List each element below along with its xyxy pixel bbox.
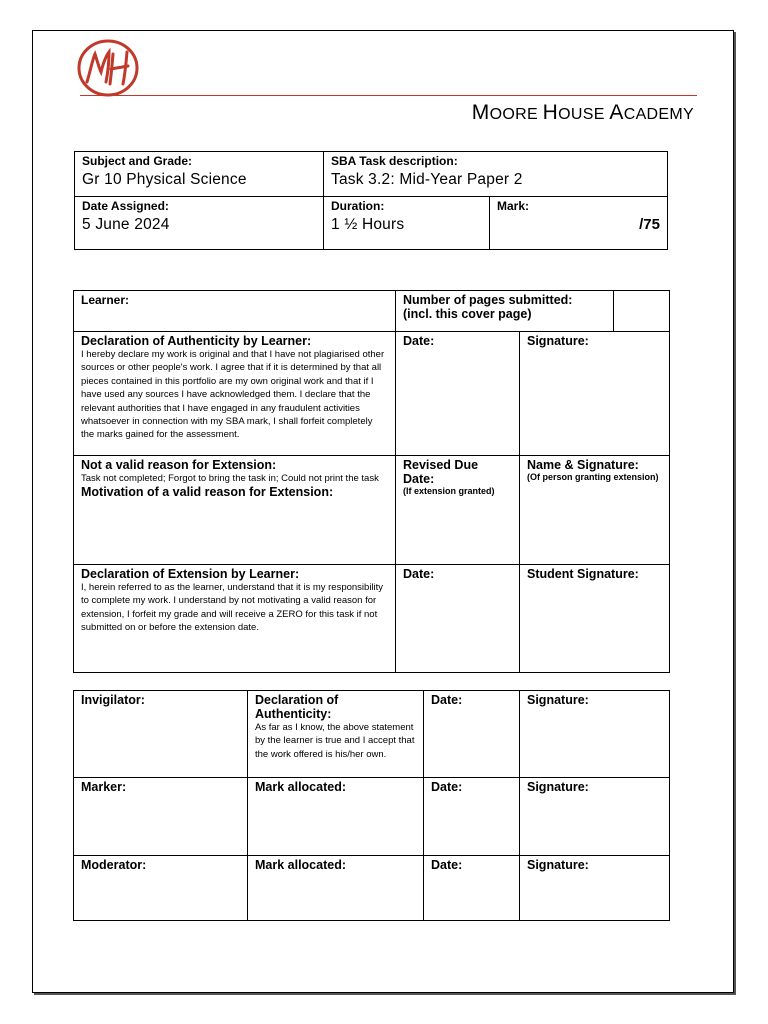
header-rule	[80, 95, 697, 96]
marker-date-label: Date:	[431, 780, 463, 794]
task-cell	[324, 152, 668, 197]
task-info-table	[74, 151, 668, 250]
pages-value-cell[interactable]	[614, 291, 670, 332]
academy-logo-icon	[75, 38, 141, 98]
marker-signature-cell[interactable]	[520, 778, 670, 856]
extension-title: Declaration of Extension by Learner:	[81, 567, 300, 581]
invigilator-date-cell[interactable]	[424, 691, 520, 778]
authenticity-cell	[74, 332, 396, 456]
revised-date-label: Revised Due Date:	[403, 458, 479, 486]
task-value: Task 3.2: Mid-Year Paper 2	[331, 171, 523, 188]
extension-date-cell[interactable]	[396, 565, 520, 673]
extension-date-label: Date:	[403, 567, 435, 581]
duration-label: Duration:	[331, 199, 385, 213]
marker-signature-label: Signature:	[527, 780, 589, 794]
authenticity-signature-label: Signature:	[527, 334, 589, 348]
authenticity-text: I hereby declare my work is original and that I have not plagiarised other sources or other people's work. I agree that if it is determined by that all pieces contained in this portfolio are my own original work and that if I have used any sources I have acknowledged them. I declare that the relevant authorities that I have engaged in any fraudulent activities whatsoever in connection with my SBA mark, I shall forfeit completely the marks gained for the assessment.	[81, 349, 385, 441]
academy-name: MOORE HOUSE ACADEMY	[471, 101, 694, 124]
marker-mark-label: Mark allocated:	[255, 780, 347, 794]
moderator-mark-cell[interactable]	[248, 856, 424, 921]
moderator-date-cell[interactable]	[424, 856, 520, 921]
moderator-mark-label: Mark allocated:	[255, 858, 347, 872]
date-assigned-label: Date Assigned:	[82, 199, 169, 213]
invigilator-date-label: Date:	[431, 693, 463, 707]
invigilator-label: Invigilator:	[81, 693, 145, 707]
mark-value: /75	[639, 216, 660, 233]
mark-label: Mark:	[497, 199, 530, 213]
marker-date-cell[interactable]	[424, 778, 520, 856]
student-signature-label: Student Signature:	[527, 567, 639, 581]
learner-table	[73, 290, 670, 673]
extension-text: I, herein referred to as the learner, understand that it is my responsibility to complete my work. I understand by not motivating a valid reason for extension, I forfeit my grade and will receive a ZERO for this task if not submitted on or before the extension date.	[81, 582, 384, 634]
name-signature-cell[interactable]	[520, 456, 670, 565]
motivation-title: Motivation of a valid reason for Extension:	[81, 485, 334, 500]
duration-value: 1 ½ Hours	[331, 216, 405, 233]
revised-date-cell[interactable]	[396, 456, 520, 565]
authenticity-date-label: Date:	[403, 334, 435, 348]
authenticity-signature-cell[interactable]	[520, 332, 670, 456]
moderator-label: Moderator:	[81, 858, 147, 872]
date-assigned-cell	[75, 197, 324, 250]
name-signature-label: Name & Signature:	[527, 458, 639, 472]
invigilator-cell[interactable]	[74, 691, 248, 778]
moderator-signature-label: Signature:	[527, 858, 589, 872]
task-label: SBA Task description:	[331, 154, 458, 168]
learner-label: Learner:	[81, 293, 130, 307]
declaration-cell	[248, 691, 424, 778]
marker-label: Marker:	[81, 780, 127, 794]
learner-cell	[74, 291, 396, 332]
authenticity-date-cell[interactable]	[396, 332, 520, 456]
staff-table	[73, 690, 670, 921]
name-signature-sub: (Of person granting extension)	[527, 472, 659, 482]
marker-cell[interactable]	[74, 778, 248, 856]
date-assigned-value: 5 June 2024	[82, 216, 170, 233]
pages-cell	[396, 291, 614, 332]
declaration-title: Declaration of Authenticity:	[255, 693, 339, 721]
authenticity-title: Declaration of Authenticity by Learner:	[81, 334, 312, 348]
not-valid-title: Not a valid reason for Extension:	[81, 458, 277, 472]
moderator-signature-cell[interactable]	[520, 856, 670, 921]
moderator-cell[interactable]	[74, 856, 248, 921]
subject-label: Subject and Grade:	[82, 154, 193, 168]
marker-mark-cell[interactable]	[248, 778, 424, 856]
invigilator-signature-label: Signature:	[527, 693, 589, 707]
revised-date-sub: (If extension granted)	[403, 486, 495, 496]
subject-cell	[75, 152, 324, 197]
mark-cell	[490, 197, 668, 250]
not-valid-text: Task not completed; Forgot to bring the task in; Could not print the task	[81, 473, 379, 484]
pages-sub-label: (incl. this cover page)	[403, 307, 532, 321]
declaration-text: As far as I know, the above statement by the learner is true and I accept that the work offered is his/her own.	[255, 722, 415, 760]
extension-declaration-cell	[74, 565, 396, 673]
duration-cell	[324, 197, 490, 250]
student-signature-cell[interactable]	[520, 565, 670, 673]
pages-label: Number of pages submitted:	[403, 293, 573, 307]
moderator-date-label: Date:	[431, 858, 463, 872]
subject-value: Gr 10 Physical Science	[82, 171, 247, 188]
extension-reason-cell	[74, 456, 396, 565]
invigilator-signature-cell[interactable]	[520, 691, 670, 778]
